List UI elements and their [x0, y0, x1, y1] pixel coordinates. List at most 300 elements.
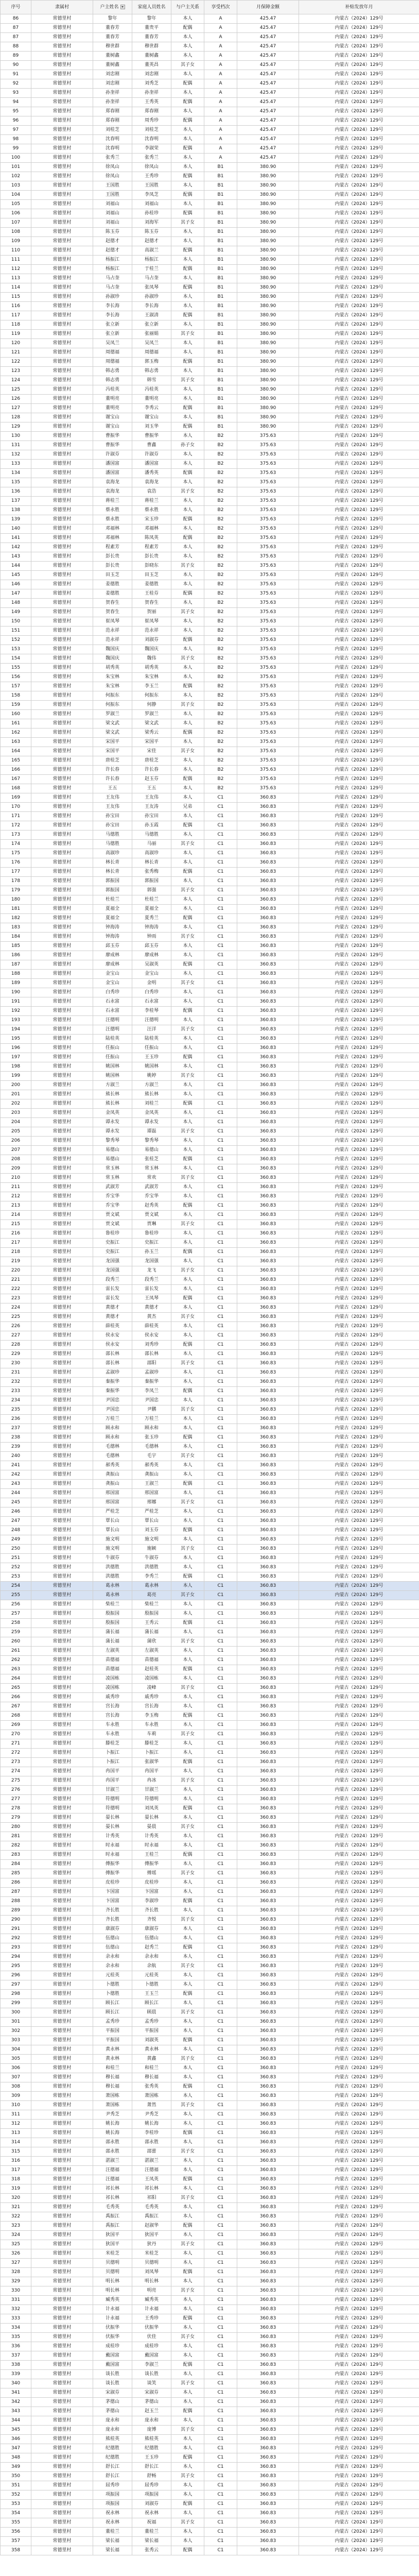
- cell-relation[interactable]: 本人: [171, 1461, 204, 1470]
- cell-relation[interactable]: 本人: [171, 599, 204, 608]
- cell-level[interactable]: C1: [204, 2490, 237, 2500]
- table-row[interactable]: [1, 2444, 419, 2453]
- table-row[interactable]: [1, 2453, 419, 2463]
- cell-level[interactable]: C1: [204, 2259, 237, 2268]
- cell-amount[interactable]: 375.63: [237, 747, 299, 756]
- table-row[interactable]: [1, 1980, 419, 1990]
- cell-village[interactable]: 常德里村: [31, 2045, 93, 2055]
- cell-level[interactable]: B2: [204, 487, 237, 497]
- cell-village[interactable]: 常德里村: [31, 2286, 93, 2296]
- cell-member-name[interactable]: 钟雨: [132, 933, 171, 942]
- cell-level[interactable]: C1: [204, 2147, 237, 2157]
- cell-member-name[interactable]: 黄永林: [132, 2045, 171, 2055]
- cell-member-name[interactable]: 穆世群: [132, 42, 171, 52]
- cell-index[interactable]: 230: [1, 1359, 31, 1368]
- cell-village[interactable]: 常德里村: [31, 1916, 93, 1925]
- table-row[interactable]: [1, 1137, 419, 1146]
- table-row[interactable]: [1, 2036, 419, 2045]
- cell-index[interactable]: 277: [1, 1795, 31, 1804]
- cell-household-head[interactable]: 陈玉芬: [93, 228, 132, 237]
- cell-relation[interactable]: 其子女: [171, 2147, 204, 2157]
- table-row[interactable]: [1, 2537, 419, 2546]
- cell-household-head[interactable]: 祝永林: [93, 2509, 132, 2518]
- cell-document[interactable]: 内蒙古（2024）129号: [299, 701, 419, 710]
- cell-village[interactable]: 常德里村: [31, 970, 93, 979]
- cell-relation[interactable]: 其子女: [171, 2518, 204, 2528]
- cell-member-name[interactable]: 伏佳: [132, 2333, 171, 2342]
- cell-document[interactable]: 内蒙古（2024）129号: [299, 1767, 419, 1776]
- cell-document[interactable]: 内蒙古（2024）129号: [299, 1211, 419, 1220]
- cell-document[interactable]: 内蒙古（2024）129号: [299, 1665, 419, 1674]
- cell-document[interactable]: 内蒙古（2024）129号: [299, 951, 419, 960]
- cell-village[interactable]: 常德里村: [31, 1953, 93, 1962]
- cell-relation[interactable]: 其子女: [171, 701, 204, 710]
- cell-member-name[interactable]: 唐桂芝: [132, 756, 171, 766]
- cell-household-head[interactable]: 孙奎祥: [93, 98, 132, 107]
- cell-level[interactable]: B2: [204, 738, 237, 747]
- cell-village[interactable]: 常德里村: [31, 654, 93, 664]
- table-row[interactable]: [1, 70, 419, 79]
- cell-level[interactable]: C1: [204, 2184, 237, 2194]
- cell-level[interactable]: C1: [204, 1109, 237, 1118]
- cell-member-name[interactable]: 符德明: [132, 1795, 171, 1804]
- cell-document[interactable]: 内蒙古（2024）129号: [299, 552, 419, 562]
- cell-relation[interactable]: 其子女: [171, 1266, 204, 1276]
- cell-index[interactable]: 125: [1, 385, 31, 395]
- cell-village[interactable]: 常德里村: [31, 524, 93, 534]
- cell-index[interactable]: 91: [1, 70, 31, 79]
- cell-relation[interactable]: 配偶: [171, 1387, 204, 1396]
- cell-amount[interactable]: 375.63: [237, 478, 299, 487]
- cell-village[interactable]: 常德里村: [31, 543, 93, 552]
- cell-amount[interactable]: 360.83: [237, 1776, 299, 1786]
- cell-village[interactable]: 常德里村: [31, 682, 93, 691]
- cell-member-name[interactable]: 董英昌: [132, 61, 171, 70]
- cell-level[interactable]: C1: [204, 2546, 237, 2555]
- cell-village[interactable]: 常德里村: [31, 1211, 93, 1220]
- cell-household-head[interactable]: 郝秀英: [93, 1461, 132, 1470]
- cell-amount[interactable]: 360.83: [237, 2296, 299, 2305]
- cell-level[interactable]: B2: [204, 441, 237, 450]
- cell-level[interactable]: A: [204, 79, 237, 89]
- cell-village[interactable]: 常德里村: [31, 1656, 93, 1665]
- cell-household-head[interactable]: 伍德山: [93, 1934, 132, 1943]
- cell-relation[interactable]: 本人: [171, 877, 204, 886]
- cell-amount[interactable]: 380.90: [237, 237, 299, 246]
- cell-village[interactable]: 常德里村: [31, 1174, 93, 1183]
- cell-document[interactable]: 内蒙古（2024）129号: [299, 2333, 419, 2342]
- cell-member-name[interactable]: 黎秀琴: [132, 1137, 171, 1146]
- cell-index[interactable]: 127: [1, 404, 31, 413]
- cell-amount[interactable]: 360.83: [237, 1229, 299, 1239]
- cell-index[interactable]: 343: [1, 2407, 31, 2416]
- cell-member-name[interactable]: 夏秀兰: [132, 914, 171, 923]
- cell-index[interactable]: 170: [1, 803, 31, 812]
- table-row[interactable]: [1, 2027, 419, 2036]
- cell-relation[interactable]: 本人: [171, 385, 204, 395]
- cell-member-name[interactable]: 禹振江: [132, 2212, 171, 2222]
- cell-village[interactable]: 常德里村: [31, 52, 93, 61]
- cell-index[interactable]: 134: [1, 469, 31, 478]
- cell-relation[interactable]: 配偶: [171, 79, 204, 89]
- cell-index[interactable]: 172: [1, 821, 31, 831]
- cell-amount[interactable]: 360.83: [237, 1925, 299, 1934]
- cell-member-name[interactable]: 黎年: [132, 14, 171, 24]
- cell-document[interactable]: 内蒙古（2024）129号: [299, 218, 419, 228]
- cell-household-head[interactable]: 舒长江: [93, 2463, 132, 2472]
- table-row[interactable]: [1, 1795, 419, 1804]
- cell-village[interactable]: 常德里村: [31, 895, 93, 905]
- cell-relation[interactable]: 配偶: [171, 265, 204, 274]
- table-row[interactable]: [1, 1869, 419, 1878]
- cell-household-head[interactable]: 范永祥: [93, 636, 132, 645]
- cell-amount[interactable]: 380.90: [237, 200, 299, 209]
- table-row[interactable]: [1, 1507, 419, 1517]
- cell-amount[interactable]: 360.83: [237, 1739, 299, 1749]
- cell-document[interactable]: 内蒙古（2024）129号: [299, 1220, 419, 1229]
- cell-member-name[interactable]: 李秀兰: [132, 1572, 171, 1582]
- cell-index[interactable]: 318: [1, 2175, 31, 2184]
- table-row[interactable]: [1, 1127, 419, 1137]
- cell-index[interactable]: 145: [1, 571, 31, 580]
- cell-index[interactable]: 294: [1, 1953, 31, 1962]
- cell-member-name[interactable]: 伏振华: [132, 2324, 171, 2333]
- cell-member-name[interactable]: 蔡永胜: [132, 506, 171, 515]
- cell-member-name[interactable]: 尹鹏: [132, 1405, 171, 1415]
- table-row[interactable]: [1, 682, 419, 691]
- cell-member-name[interactable]: 曹振华: [132, 432, 171, 441]
- table-row[interactable]: [1, 497, 419, 506]
- table-row[interactable]: [1, 1146, 419, 1155]
- cell-relation[interactable]: 配偶: [171, 515, 204, 524]
- cell-household-head[interactable]: 汪德明: [93, 1025, 132, 1035]
- cell-document[interactable]: 内蒙古（2024）129号: [299, 2286, 419, 2296]
- cell-amount[interactable]: 360.83: [237, 942, 299, 951]
- cell-level[interactable]: C1: [204, 1341, 237, 1350]
- cell-village[interactable]: 常德里村: [31, 664, 93, 673]
- cell-amount[interactable]: 360.83: [237, 1405, 299, 1415]
- cell-relation[interactable]: 配偶: [171, 1007, 204, 1016]
- cell-village[interactable]: 常德里村: [31, 1674, 93, 1684]
- cell-member-name[interactable]: 赵桂英: [132, 1665, 171, 1674]
- cell-relation[interactable]: 本人: [171, 2342, 204, 2351]
- cell-index[interactable]: 247: [1, 1517, 31, 1526]
- cell-level[interactable]: C1: [204, 1674, 237, 1684]
- cell-level[interactable]: C1: [204, 2249, 237, 2259]
- cell-relation[interactable]: 本人: [171, 2490, 204, 2500]
- cell-amount[interactable]: 360.83: [237, 2129, 299, 2138]
- cell-amount[interactable]: 360.83: [237, 1099, 299, 1109]
- cell-relation[interactable]: 配偶: [171, 1053, 204, 1062]
- cell-amount[interactable]: 360.83: [237, 1183, 299, 1192]
- table-row[interactable]: [1, 320, 419, 330]
- cell-relation[interactable]: 本人: [171, 2296, 204, 2305]
- cell-village[interactable]: 常德里村: [31, 877, 93, 886]
- cell-amount[interactable]: 360.83: [237, 2240, 299, 2249]
- cell-member-name[interactable]: 蒲长福: [132, 1628, 171, 1637]
- cell-member-name[interactable]: 李长海: [132, 302, 171, 311]
- cell-level[interactable]: B1: [204, 404, 237, 413]
- cell-index[interactable]: 303: [1, 2036, 31, 2045]
- cell-member-name[interactable]: 黄杰: [132, 1313, 171, 1322]
- cell-member-name[interactable]: 王秀珍: [132, 172, 171, 181]
- cell-amount[interactable]: 380.90: [237, 218, 299, 228]
- cell-index[interactable]: 130: [1, 432, 31, 441]
- cell-document[interactable]: 内蒙古（2024）129号: [299, 2184, 419, 2194]
- cell-household-head[interactable]: 曹振华: [93, 441, 132, 450]
- cell-household-head[interactable]: 邢国富: [93, 1489, 132, 1498]
- cell-household-head[interactable]: 湛淑兰: [93, 2157, 132, 2166]
- cell-amount[interactable]: 380.90: [237, 274, 299, 283]
- cell-index[interactable]: 99: [1, 144, 31, 154]
- cell-document[interactable]: 内蒙古（2024）129号: [299, 2426, 419, 2435]
- cell-level[interactable]: B1: [204, 320, 237, 330]
- cell-relation[interactable]: 配偶: [171, 1433, 204, 1443]
- cell-household-head[interactable]: 孟淑珍: [93, 1368, 132, 1378]
- cell-document[interactable]: 内蒙古（2024）129号: [299, 2008, 419, 2018]
- cell-relation[interactable]: 配偶: [171, 191, 204, 200]
- cell-document[interactable]: 内蒙古（2024）129号: [299, 784, 419, 793]
- table-row[interactable]: [1, 237, 419, 246]
- cell-member-name[interactable]: 张秀英: [132, 2082, 171, 2092]
- table-row[interactable]: [1, 664, 419, 673]
- cell-index[interactable]: 133: [1, 460, 31, 469]
- cell-amount[interactable]: 375.63: [237, 460, 299, 469]
- cell-relation[interactable]: 配偶: [171, 209, 204, 218]
- cell-village[interactable]: 常德里村: [31, 2398, 93, 2407]
- cell-household-head[interactable]: 王五: [93, 784, 132, 793]
- table-row[interactable]: [1, 274, 419, 283]
- cell-household-head[interactable]: 汪德明: [93, 1016, 132, 1025]
- cell-level[interactable]: B2: [204, 515, 237, 524]
- cell-member-name[interactable]: 赵淑华: [132, 2222, 171, 2231]
- cell-member-name[interactable]: 刘淑芬: [132, 636, 171, 645]
- cell-village[interactable]: 常德里村: [31, 1545, 93, 1554]
- cell-amount[interactable]: 380.90: [237, 302, 299, 311]
- table-row[interactable]: [1, 1637, 419, 1647]
- table-row[interactable]: [1, 2500, 419, 2509]
- cell-level[interactable]: C1: [204, 2472, 237, 2481]
- cell-amount[interactable]: 375.63: [237, 469, 299, 478]
- table-row[interactable]: [1, 1248, 419, 1257]
- column-header-village[interactable]: 隶属村: [31, 1, 93, 14]
- cell-household-head[interactable]: 龚振山: [93, 1480, 132, 1489]
- cell-amount[interactable]: 375.63: [237, 710, 299, 719]
- cell-village[interactable]: 常德里村: [31, 1359, 93, 1368]
- cell-amount[interactable]: 425.47: [237, 89, 299, 98]
- cell-amount[interactable]: 360.83: [237, 1350, 299, 1359]
- table-row[interactable]: [1, 1303, 419, 1313]
- cell-household-head[interactable]: 姜德胜: [93, 589, 132, 599]
- table-row[interactable]: [1, 1229, 419, 1239]
- cell-level[interactable]: B2: [204, 756, 237, 766]
- cell-relation[interactable]: 本人: [171, 1554, 204, 1563]
- cell-document[interactable]: 内蒙古（2024）129号: [299, 2249, 419, 2259]
- cell-level[interactable]: C1: [204, 1776, 237, 1786]
- cell-member-name[interactable]: 赵玉芬: [132, 775, 171, 784]
- cell-village[interactable]: 常德里村: [31, 2426, 93, 2435]
- cell-index[interactable]: 248: [1, 1526, 31, 1535]
- cell-document[interactable]: 内蒙古（2024）129号: [299, 1137, 419, 1146]
- cell-village[interactable]: 常德里村: [31, 951, 93, 960]
- cell-level[interactable]: C1: [204, 831, 237, 840]
- table-row[interactable]: [1, 107, 419, 116]
- cell-member-name[interactable]: 邵长林: [132, 1350, 171, 1359]
- cell-relation[interactable]: 本人: [171, 1470, 204, 1480]
- cell-village[interactable]: 常德里村: [31, 33, 93, 42]
- cell-index[interactable]: 302: [1, 2027, 31, 2036]
- cell-household-head[interactable]: 金宝山: [93, 970, 132, 979]
- cell-level[interactable]: C1: [204, 1609, 237, 1619]
- cell-member-name[interactable]: 狄丹: [132, 2240, 171, 2249]
- cell-household-head[interactable]: 项振国: [93, 2490, 132, 2500]
- cell-document[interactable]: 内蒙古（2024）129号: [299, 803, 419, 812]
- cell-village[interactable]: 常德里村: [31, 79, 93, 89]
- cell-document[interactable]: 内蒙古（2024）129号: [299, 1405, 419, 1415]
- cell-level[interactable]: C1: [204, 1545, 237, 1554]
- cell-document[interactable]: 内蒙古（2024）129号: [299, 654, 419, 664]
- cell-level[interactable]: C1: [204, 1628, 237, 1637]
- cell-relation[interactable]: 本人: [171, 812, 204, 821]
- cell-village[interactable]: 常德里村: [31, 1387, 93, 1396]
- table-row[interactable]: [1, 1266, 419, 1276]
- cell-household-head[interactable]: 马德胜: [93, 831, 132, 840]
- cell-relation[interactable]: 本人: [171, 2249, 204, 2259]
- cell-index[interactable]: 333: [1, 2314, 31, 2324]
- cell-level[interactable]: C1: [204, 1758, 237, 1767]
- cell-amount[interactable]: 360.83: [237, 1396, 299, 1405]
- cell-household-head[interactable]: 魏国庆: [93, 645, 132, 654]
- cell-document[interactable]: 内蒙古（2024）129号: [299, 441, 419, 450]
- cell-village[interactable]: 常德里村: [31, 719, 93, 728]
- cell-index[interactable]: 315: [1, 2147, 31, 2157]
- cell-amount[interactable]: 360.83: [237, 858, 299, 868]
- cell-village[interactable]: 常德里村: [31, 997, 93, 1007]
- table-row[interactable]: [1, 1257, 419, 1266]
- cell-member-name[interactable]: 姚长海: [132, 2120, 171, 2129]
- cell-index[interactable]: 265: [1, 1684, 31, 1693]
- cell-household-head[interactable]: 熊长林: [93, 1090, 132, 1099]
- cell-level[interactable]: C1: [204, 1916, 237, 1925]
- cell-level[interactable]: C1: [204, 1016, 237, 1025]
- cell-relation[interactable]: 本人: [171, 497, 204, 506]
- cell-household-head[interactable]: 严桂芝: [93, 1507, 132, 1517]
- cell-document[interactable]: 内蒙古（2024）129号: [299, 1897, 419, 1906]
- cell-level[interactable]: A: [204, 52, 237, 61]
- cell-relation[interactable]: 本人: [171, 1795, 204, 1804]
- cell-household-head[interactable]: 何振东: [93, 691, 132, 701]
- cell-member-name[interactable]: 刘凤英: [132, 1804, 171, 1814]
- cell-household-head[interactable]: 侯永安: [93, 1331, 132, 1341]
- cell-amount[interactable]: 360.83: [237, 1211, 299, 1220]
- cell-village[interactable]: 常德里村: [31, 1711, 93, 1721]
- cell-household-head[interactable]: 熊桂英: [93, 2435, 132, 2444]
- cell-level[interactable]: C1: [204, 2166, 237, 2175]
- cell-document[interactable]: 内蒙古（2024）129号: [299, 1776, 419, 1786]
- cell-village[interactable]: 常德里村: [31, 2416, 93, 2426]
- cell-index[interactable]: 136: [1, 487, 31, 497]
- table-row[interactable]: [1, 2379, 419, 2388]
- table-row[interactable]: [1, 1721, 419, 1730]
- cell-member-name[interactable]: 乔宝华: [132, 1192, 171, 1201]
- cell-level[interactable]: C1: [204, 858, 237, 868]
- table-row[interactable]: [1, 2008, 419, 2018]
- cell-member-name[interactable]: 林长青: [132, 858, 171, 868]
- cell-index[interactable]: 228: [1, 1341, 31, 1350]
- cell-member-name[interactable]: 谈笑: [132, 2379, 171, 2388]
- cell-village[interactable]: 常德里村: [31, 2082, 93, 2092]
- cell-village[interactable]: 常德里村: [31, 367, 93, 376]
- cell-index[interactable]: 167: [1, 775, 31, 784]
- cell-document[interactable]: 内蒙古（2024）129号: [299, 1489, 419, 1498]
- cell-amount[interactable]: 360.83: [237, 970, 299, 979]
- cell-index[interactable]: 256: [1, 1600, 31, 1609]
- cell-village[interactable]: 常德里村: [31, 1990, 93, 1999]
- table-row[interactable]: [1, 2426, 419, 2435]
- cell-village[interactable]: 常德里村: [31, 1461, 93, 1470]
- cell-household-head[interactable]: 贺春生: [93, 608, 132, 617]
- table-row[interactable]: [1, 1313, 419, 1322]
- cell-household-head[interactable]: 葛永林: [93, 1582, 132, 1591]
- cell-relation[interactable]: 其子女: [171, 1452, 204, 1461]
- cell-village[interactable]: 常德里村: [31, 1814, 93, 1823]
- cell-household-head[interactable]: 雷长发: [93, 1285, 132, 1294]
- cell-level[interactable]: B2: [204, 552, 237, 562]
- cell-index[interactable]: 262: [1, 1656, 31, 1665]
- cell-household-head[interactable]: 施文明: [93, 1545, 132, 1554]
- cell-relation[interactable]: 本人: [171, 1192, 204, 1201]
- cell-village[interactable]: 常德里村: [31, 1582, 93, 1591]
- cell-level[interactable]: C1: [204, 1461, 237, 1470]
- cell-amount[interactable]: 360.83: [237, 1359, 299, 1368]
- cell-household-head[interactable]: 杜桂兰: [93, 895, 132, 905]
- cell-index[interactable]: 200: [1, 1081, 31, 1090]
- cell-index[interactable]: 332: [1, 2305, 31, 2314]
- table-row[interactable]: [1, 376, 419, 385]
- cell-amount[interactable]: 360.83: [237, 1137, 299, 1146]
- cell-amount[interactable]: 375.63: [237, 441, 299, 450]
- cell-member-name[interactable]: 李玉梅: [132, 1711, 171, 1721]
- cell-amount[interactable]: 380.90: [237, 191, 299, 200]
- cell-village[interactable]: 常德里村: [31, 1591, 93, 1600]
- cell-household-head[interactable]: 唐桂芝: [93, 756, 132, 766]
- cell-household-head[interactable]: 祁长林: [93, 2184, 132, 2194]
- table-row[interactable]: [1, 42, 419, 52]
- cell-household-head[interactable]: 罗淑兰: [93, 710, 132, 719]
- cell-relation[interactable]: 本人: [171, 1109, 204, 1118]
- cell-household-head[interactable]: 平振国: [93, 2027, 132, 2036]
- cell-village[interactable]: 常德里村: [31, 2092, 93, 2101]
- table-row[interactable]: [1, 840, 419, 849]
- cell-relation[interactable]: 本人: [171, 2166, 204, 2175]
- cell-relation[interactable]: 本人: [171, 1415, 204, 1424]
- cell-village[interactable]: 常德里村: [31, 2184, 93, 2194]
- cell-amount[interactable]: 360.83: [237, 1814, 299, 1823]
- cell-amount[interactable]: 360.83: [237, 1266, 299, 1276]
- cell-household-head[interactable]: 董春芳: [93, 24, 132, 33]
- table-row[interactable]: [1, 302, 419, 311]
- cell-relation[interactable]: 本人: [171, 2027, 204, 2036]
- cell-index[interactable]: 156: [1, 673, 31, 682]
- cell-relation[interactable]: 本人: [171, 1814, 204, 1823]
- cell-index[interactable]: 105: [1, 200, 31, 209]
- cell-document[interactable]: 内蒙古（2024）129号: [299, 691, 419, 701]
- cell-index[interactable]: 87: [1, 33, 31, 42]
- cell-level[interactable]: C1: [204, 1507, 237, 1517]
- cell-index[interactable]: 335: [1, 2333, 31, 2342]
- cell-household-head[interactable]: 张立新: [93, 320, 132, 330]
- cell-member-name[interactable]: 孙淑珍: [132, 293, 171, 302]
